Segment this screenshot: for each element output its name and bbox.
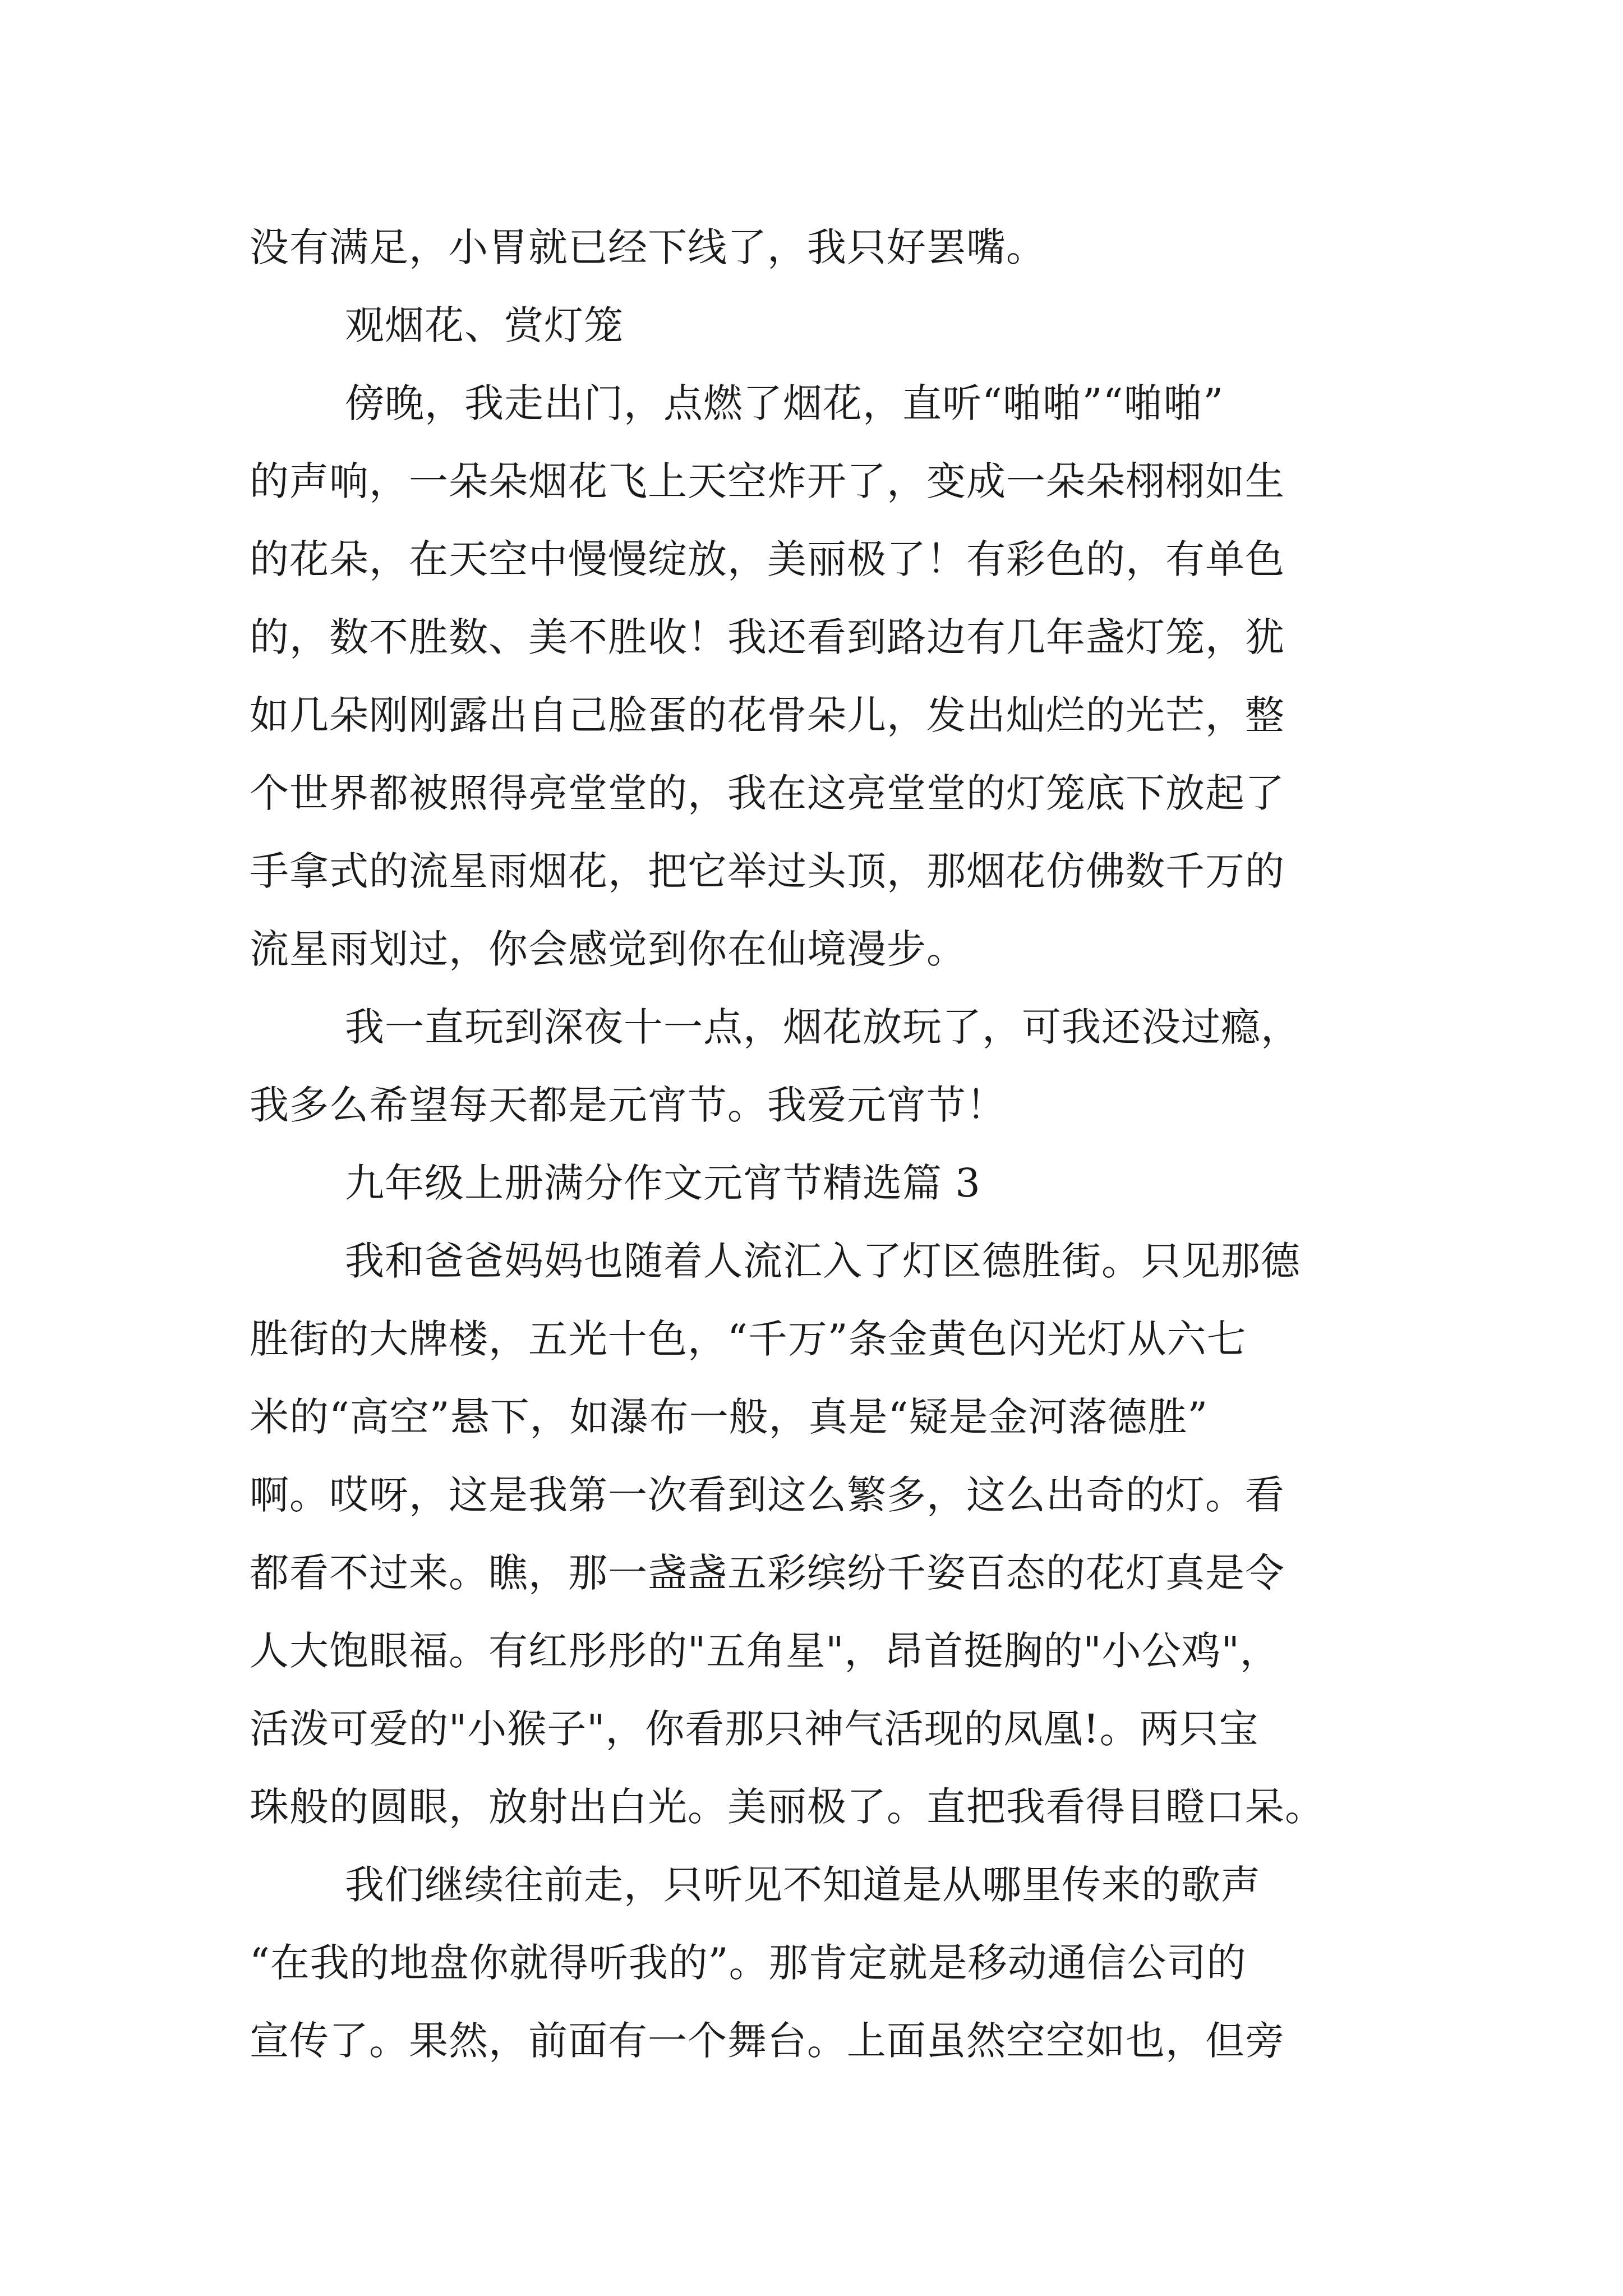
text-line: 个世界都被照得亮堂堂的，我在这亮堂堂的灯笼底下放起了: [250, 770, 1285, 816]
text-line: 我和爸爸妈妈也随着人流汇入了灯区德胜街。只见那德: [345, 1238, 1301, 1284]
text-line: 宣传了。果然，前面有一个舞台。上面虽然空空如也，但旁: [250, 2018, 1285, 2064]
document-body: [250, 209, 1377, 2080]
text-line: 胜街的大牌楼，五光十色，“千万”条金黄色闪光灯从六七: [250, 1316, 1247, 1362]
text-line: 我多么希望每天都是元宵节。我爱元宵节！: [250, 1082, 1006, 1128]
text-line: 都看不过来。瞧，那一盏盏五彩缤纷千姿百态的花灯真是令: [250, 1550, 1285, 1596]
text-line: 没有满足，小胃就已经下线了，我只好罢嘴。: [250, 224, 1046, 270]
text-line: 珠般的圆眼，放射出白光。美丽极了。直把我看得目瞪口呆。: [250, 1784, 1325, 1830]
text-line: 的声响，一朵朵烟花飞上天空炸开了，变成一朵朵栩栩如生: [250, 458, 1285, 504]
text-line: “在我的地盘你就得听我的”。那肯定就是移动通信公司的: [250, 1940, 1247, 1986]
text-line: 我们继续往前走，只听见不知道是从哪里传来的歌声: [345, 1862, 1261, 1908]
text-line: 傍晚，我走出门，点燃了烟花，直听“啪啪”“啪啪”: [345, 380, 1224, 426]
text-line: 如几朵刚刚露出自己脸蛋的花骨朵儿，发出灿烂的光芒，整: [250, 692, 1285, 738]
section-heading: 观烟花、赏灯笼: [345, 302, 624, 348]
text-line: 啊。哎呀，这是我第一次看到这么繁多，这么出奇的灯。看: [250, 1472, 1285, 1518]
section-heading: 九年级上册满分作文元宵节精选篇 3: [345, 1160, 981, 1206]
text-line: 活泼可爱的"小猴子"，你看那只神气活现的凤凰!。两只宝: [250, 1706, 1259, 1752]
text-line: 人大饱眼福。有红彤彤的"五角星"，昂首挺胸的"小公鸡"，: [250, 1628, 1280, 1674]
text-line: 米的“高空”悬下，如瀑布一般，真是“疑是金河落德胜”: [250, 1394, 1209, 1440]
text-line: 的花朵，在天空中慢慢绽放，美丽极了！有彩色的，有单色: [250, 536, 1285, 582]
text-line: 流星雨划过，你会感觉到你在仙境漫步。: [250, 926, 966, 972]
text-line: 我一直玩到深夜十一点，烟花放玩了，可我还没过瘾，: [345, 1004, 1301, 1050]
text-line: 手拿式的流星雨烟花，把它举过头顶，那烟花仿佛数千万的: [250, 848, 1285, 894]
text-line: 的，数不胜数、美不胜收！我还看到路边有几年盏灯笼，犹: [250, 614, 1285, 660]
